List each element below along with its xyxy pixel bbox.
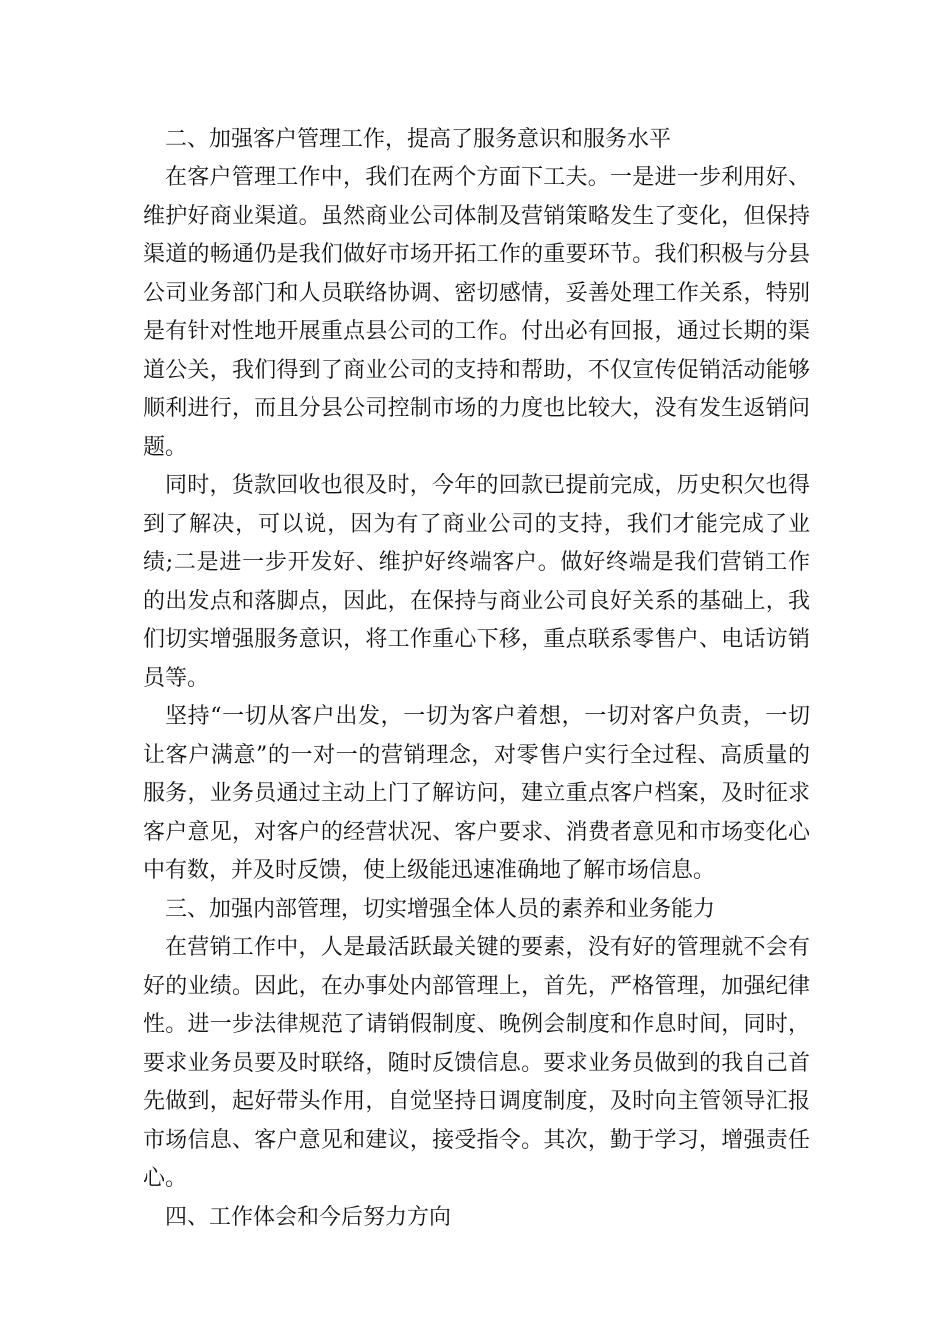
section-heading-4: 四、工作体会和今后努力方向 <box>165 1204 452 1230</box>
paragraph-customer-management: 在客户管理工作中，我们在两个方面下工夫。一是进一步利用好、维护好商业渠道。虽然商业公司体制及营销策略发生了变化，但保持渠道的畅通仍是我们做好市场开拓工作的重要环节。我们积极与分县公司业务部门和人员联络协调、密切感情，妥善处理工作关系，特别是有针对性地开展重点县公司的工作。付出必有回报，通过长期的渠道公关，我们得到了商业公司的支持和帮助，不仅宣传促销活动能够顺利进行，而且分县公司控制市场的力度也比较大，没有发生返销问题。 <box>143 165 810 460</box>
paragraph-payment-collection: 同时，货款回收也很及时，今年的回款已提前完成，历史积欠也得到了解决，可以说，因为有了商业公司的支持，我们才能完成了业绩;二是进一步开发好、维护好终端客户。做好终端是我们营销工作的出发点和落脚点，因此，在保持与商业公司良好关系的基础上，我们切实增强服务意识，将工作重心下移，重点联系零售户、电话访销员等。 <box>143 473 810 691</box>
paragraph-internal-management: 在营销工作中，人是最活跃最关键的要素，没有好的管理就不会有好的业绩。因此，在办事处内部管理上，首先，严格管理，加强纪律性。进一步法律规范了请销假制度、晚例会制度和作息时间，同时，要求业务员要及时联络，随时反馈信息。要求业务员做到的我自己首先做到，起好带头作用，自觉坚持日调度制度，及时向主管领导汇报市场信息、客户意见和建议，接受指令。其次，勤于学习，增强责任心。 <box>143 935 810 1191</box>
section-heading-2: 二、加强客户管理工作，提高了服务意识和服务水平 <box>165 127 672 152</box>
section-heading-3: 三、加强内部管理，切实增强全体人员的素养和业务能力 <box>165 896 716 922</box>
paragraph-marketing-philosophy: 坚持“一切从客户出发，一切为客户着想，一切对客户负责，一切让客户满意”的一对一的营销理念，对零售户实行全过程、高质量的服务，业务员通过主动上门了解访问，建立重点客户档案，及时征求客户意见，对客户的经营状况、客户要求、消费者意见和市场变化心中有数，并及时反馈，使上级能迅速准确地了解市场信息。 <box>143 704 810 883</box>
document-page <box>143 126 810 1237</box>
